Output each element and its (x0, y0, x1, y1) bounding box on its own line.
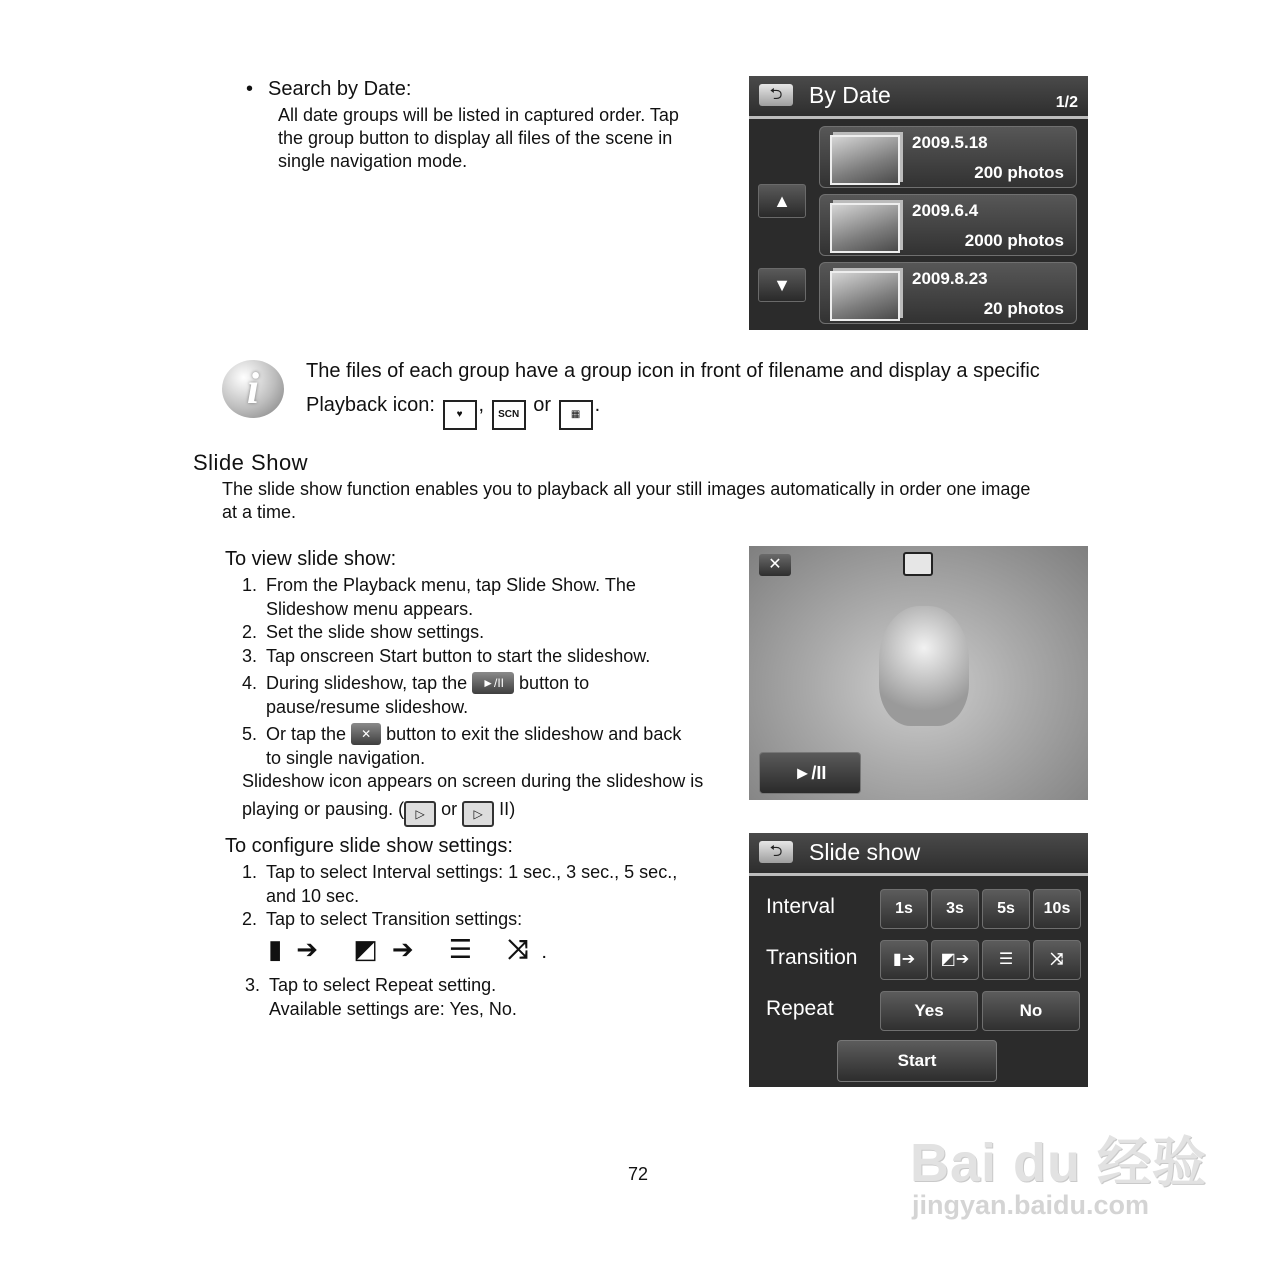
page-number: 72 (628, 1164, 649, 1184)
transition-option-button[interactable]: ▮➔ (880, 940, 928, 980)
interval-option-button[interactable]: 3s (931, 889, 979, 929)
page-indicator: 1/2 (1055, 94, 1078, 111)
scroll-down-button[interactable]: ▼ (758, 268, 806, 302)
search-by-date-heading: • Search by Date: (246, 78, 412, 100)
repeat-yes-button[interactable]: Yes (880, 991, 978, 1031)
group-thumbnail (830, 271, 900, 321)
date-group-button[interactable] (819, 194, 1077, 256)
list-item: 3. Tap to select Repeat setting. Available settings are: Yes, No. (245, 975, 517, 1019)
playback-favorite-icon: ♥ (443, 400, 477, 430)
bullet: • (246, 78, 254, 100)
view-slideshow-heading: To view slide show: (225, 548, 397, 570)
close-icon[interactable]: ✕ (759, 554, 791, 576)
playback-date-icon: ▦ (559, 400, 593, 430)
screen-title: Slide show (809, 839, 921, 865)
interval-label: Interval (766, 895, 835, 918)
screen-header (749, 833, 1088, 876)
group-count: 20 photos (983, 299, 1064, 318)
group-date: 2009.5.18 (912, 133, 988, 152)
slideshow-screen (749, 546, 1088, 800)
group-thumbnail (830, 203, 900, 253)
transition-option-button[interactable]: ◩➔ (931, 940, 979, 980)
icon-note-line2: playing or pausing. ( ▷ or ▷ II) (242, 798, 732, 827)
date-group-button[interactable] (819, 262, 1077, 324)
info-note-line2: Playback icon: ♥ , SCN or ▦ . (306, 394, 600, 430)
slideshow-paused-icon: ▷ (462, 801, 494, 827)
play-pause-button-sample: ►/II (472, 672, 514, 694)
play-pause-button[interactable]: ►/II (759, 752, 861, 794)
list-item: 2. Set the slide show settings. (242, 622, 485, 642)
back-arrow-icon[interactable]: ⮌ (759, 84, 793, 106)
screen-header (749, 76, 1088, 119)
list-item: 5. Or tap the ✕ button to exit the slideshow and back to single navigation. (242, 724, 682, 768)
group-date: 2009.6.4 (912, 201, 979, 220)
interval-option-button[interactable]: 10s (1033, 889, 1081, 929)
config-steps-list-2 (245, 974, 735, 1021)
pause-icon: II (499, 798, 510, 819)
list-item: 3. Tap onscreen Start button to start the slideshow. (242, 645, 651, 666)
by-date-screen (749, 76, 1088, 330)
icon-note-line1: Slideshow icon appears on screen during the slideshow is (242, 771, 704, 791)
group-date: 2009.8.23 (912, 269, 988, 288)
interval-option-button[interactable]: 1s (880, 889, 928, 929)
search-by-date-body: All date groups will be listed in captured order. Tap the group button to display all files of the scene in single navigation mode. (278, 105, 679, 171)
transition-label: Transition (766, 946, 858, 969)
slideshow-icon (903, 552, 933, 576)
repeat-label: Repeat (766, 997, 834, 1020)
scroll-up-button[interactable]: ▲ (758, 184, 806, 218)
screen-title: By Date (809, 82, 891, 108)
transition-option-button[interactable]: ☰ (982, 940, 1030, 980)
transition-icons: ▮➔ ◩➔ ☰ ⤨. (268, 934, 561, 964)
back-arrow-icon[interactable]: ⮌ (759, 841, 793, 863)
dog-photo (879, 606, 969, 726)
group-count: 2000 photos (964, 231, 1064, 250)
slide-show-intro: The slide show function enables you to playback all your still images automatically in order one image at a time. (222, 479, 1031, 522)
repeat-no-button[interactable]: No (982, 991, 1080, 1031)
info-note-line1: The files of each group have a group icon in front of filename and display a specific (306, 360, 1040, 382)
start-button[interactable]: Start (837, 1040, 997, 1082)
group-count: 200 photos (974, 163, 1064, 182)
watermark-logo: Bai du 经验 (910, 1133, 1208, 1193)
close-button-sample: ✕ (351, 723, 381, 745)
watermark-url: jingyan.baidu.com (912, 1190, 1150, 1220)
transition-option-button[interactable]: ⤨ (1033, 940, 1081, 980)
configure-slideshow-heading: To configure slide show settings: (225, 835, 513, 857)
section-heading: Slide Show (193, 450, 309, 475)
list-item: 2. Tap to select Transition settings: (242, 909, 523, 929)
slideshow-playing-icon: ▷ (404, 801, 436, 827)
date-group-button[interactable] (819, 126, 1077, 188)
playback-scene-icon: SCN (492, 400, 526, 430)
interval-option-button[interactable]: 5s (982, 889, 1030, 929)
info-icon: i (222, 360, 284, 418)
list-item: 4. During slideshow, tap the ►/II button to pause/resume slideshow. (242, 673, 590, 717)
config-steps-list (242, 861, 732, 932)
list-item: 1. From the Playback menu, tap Slide Show. The Slideshow menu appears. (242, 575, 636, 619)
view-steps-list (242, 574, 732, 827)
slideshow-settings-screen (749, 833, 1088, 1087)
group-thumbnail (830, 135, 900, 185)
list-item: 1. Tap to select Interval settings: 1 sec., 3 sec., 5 sec., and 10 sec. (242, 862, 678, 906)
